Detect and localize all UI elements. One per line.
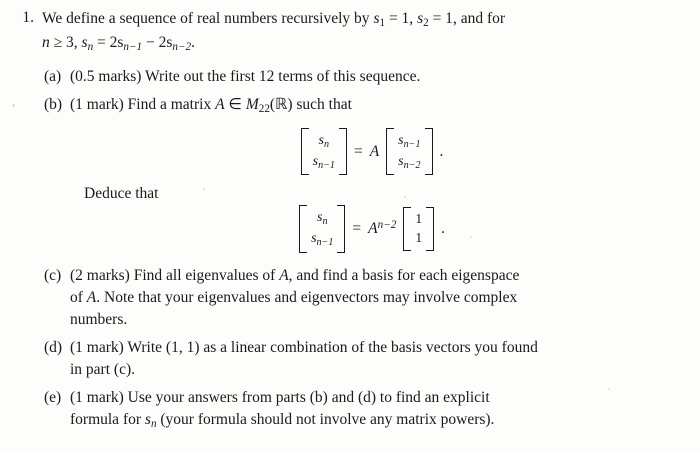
equation-1-lhs-top [313, 131, 335, 152]
equation-1-rhs-top [398, 131, 420, 152]
entry-sub: n−1 [318, 159, 335, 171]
part-e-line2-pre: formula for [70, 410, 145, 428]
part-a-text: (0.5 marks) Write out the first 12 terms of this sequence. [70, 67, 421, 85]
part-e-line1: (1 mark) Use your answers from parts (b) and (d) to find an explicit [70, 388, 490, 406]
part-d-label: (d) [44, 338, 63, 356]
stem-s1: s [373, 10, 380, 27]
equation-2-rhs-bottom: 1 [415, 229, 423, 245]
equation-2-equals: = [352, 219, 362, 237]
part-b-M: M [245, 95, 259, 113]
equation-2-lhs-top [311, 208, 333, 229]
stem-prefix: We define a sequence of real numbers recursively by [42, 10, 370, 27]
stem-rec-sub1: n−1 [123, 41, 143, 54]
entry-base: s [312, 153, 319, 169]
bracket-right [339, 128, 347, 175]
bracket-left [403, 207, 411, 250]
part-e-label: (e) [44, 388, 62, 406]
stem-period: . [191, 33, 195, 51]
question-number: 1. [22, 9, 34, 26]
stem-rec-sub2: n−2 [172, 41, 192, 54]
part-d-line2: in part (c). [70, 360, 135, 378]
part-c-line3: numbers. [70, 310, 128, 328]
equation-2-exponent: n−2 [377, 219, 397, 232]
part-b-post: such that [292, 95, 352, 113]
equation-1-rhs-vector [386, 128, 432, 175]
equation-1-lhs-bottom [313, 152, 335, 173]
entry-base: s [318, 132, 324, 148]
equation-2-rhs-top: 1 [415, 211, 423, 227]
equation-1-rhs-entries [394, 128, 424, 175]
part-b-text [70, 94, 670, 118]
entry-sub: n [323, 138, 330, 150]
part-b-pre: (1 mark) Find a matrix [70, 95, 216, 113]
question-stem-row [0, 8, 700, 56]
stem-n-cond: ≥ 3, [53, 33, 78, 51]
equation-2-rhs-entries [411, 207, 426, 250]
page-bottom-cutoff [290, 438, 460, 452]
part-c-A1: A [279, 266, 289, 284]
equation-1-body [301, 128, 444, 175]
part-b-label: (b) [44, 95, 63, 113]
part-e [44, 387, 700, 433]
part-e-text [70, 387, 670, 433]
part-a-label: (a) [44, 67, 62, 85]
equation-2-lhs-bottom [311, 229, 333, 250]
part-c-line1-post: , and find a basis for each eigenspace [288, 266, 520, 284]
part-c-label: (c) [44, 266, 62, 284]
equation-1-equals: = [353, 142, 363, 160]
equation-1-matrix-A: A [369, 142, 380, 160]
stem-sn: s [81, 33, 88, 51]
stem-s1-sub: 1 [379, 17, 386, 30]
bracket-left [299, 205, 307, 252]
part-b-R: (ℝ) [269, 95, 293, 113]
stem-eq2: = 1 [432, 10, 453, 27]
part-d [44, 337, 700, 381]
part-c-text [70, 265, 670, 331]
bracket-left [301, 128, 309, 175]
entry-base: s [316, 210, 323, 226]
equation-2-matrix-power [368, 219, 396, 238]
parts-list [0, 66, 700, 433]
stem-s2-sub: 2 [423, 17, 429, 30]
entry-sub: n−1 [316, 236, 334, 248]
stem-n: n [42, 33, 50, 51]
entry-sub: n−2 [403, 159, 421, 171]
stem-mid: , and for [452, 10, 506, 27]
part-b-matrix-A: A [215, 95, 225, 113]
bracket-left [386, 128, 394, 175]
equation-2-matrix-A: A [368, 220, 378, 238]
part-c-line2-pre: of [70, 288, 87, 306]
stem-s2: s [417, 10, 424, 27]
bracket-right [337, 205, 345, 252]
equation-1-lhs-vector [301, 128, 347, 175]
equation-1-rhs-bottom [398, 152, 420, 173]
equation-2-lhs-vector [299, 205, 345, 252]
question-block [0, 8, 700, 437]
bracket-right [425, 128, 433, 175]
entry-base: s [311, 230, 317, 246]
entry-base: s [398, 132, 404, 148]
part-d-line1: (1 mark) Write (1, 1) as a linear combination of the basis vectors you found [70, 338, 538, 356]
equation-2-trailing: . [441, 219, 445, 237]
entry-sub: n [322, 216, 328, 228]
deduce-label: Deduce that [84, 185, 159, 203]
equation-2-body [299, 205, 445, 252]
part-a [44, 66, 700, 88]
part-c [44, 265, 700, 331]
equation-2 [44, 205, 700, 252]
equation-2-rhs-vector [403, 207, 434, 250]
equation-1-trailing: . [439, 142, 444, 160]
part-b-in: ∈ [224, 95, 246, 113]
part-e-sub: n [150, 417, 157, 430]
stem-rec: = 2s [97, 33, 124, 51]
part-c-A2: A [86, 288, 97, 306]
part-b [44, 94, 700, 118]
part-e-s: s [144, 410, 151, 428]
part-b-M-sub: 22 [258, 102, 270, 115]
part-c-line1-pre: (2 marks) Find all eigenvalues of [70, 266, 280, 284]
equation-1-lhs-entries [309, 128, 339, 175]
equation-1 [44, 128, 700, 175]
part-e-line2-post: (your formula should not involve any matrix powers). [156, 410, 495, 428]
stem-eq1: = 1, [388, 10, 414, 27]
part-c-line2-post: . Note that your eigenvalues and eigenvectors may involve complex [96, 288, 518, 306]
question-stem [42, 8, 690, 56]
entry-base: s [398, 153, 404, 169]
bracket-right [426, 207, 434, 250]
part-d-text [70, 337, 670, 381]
entry-sub: n−1 [403, 138, 421, 150]
equation-2-lhs-entries [307, 205, 337, 252]
stem-rec-mid: − 2s [145, 33, 173, 51]
stem-sn-sub: n [87, 41, 94, 54]
